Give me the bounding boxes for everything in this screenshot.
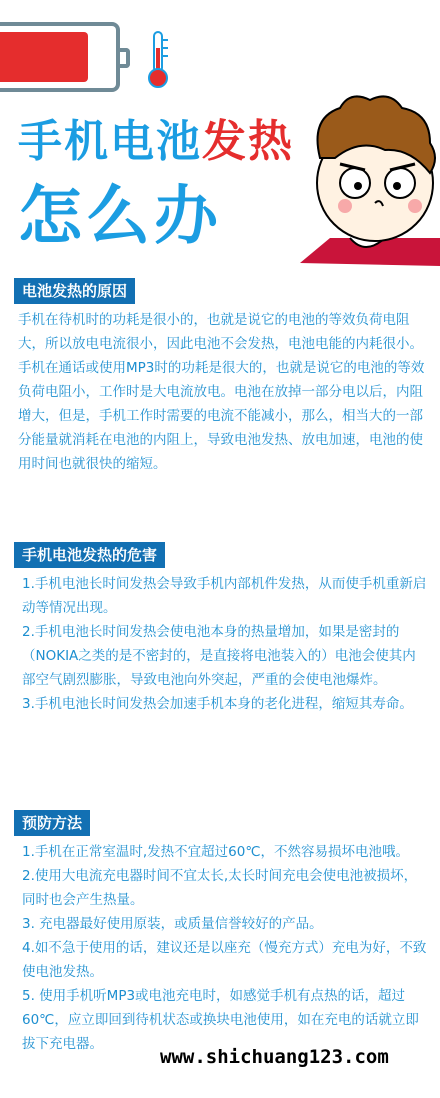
page-subtitle: 怎么办 bbox=[18, 180, 222, 254]
list-item: 5. 使用手机听MP3或电池充电时，如感觉手机有点热的话，超过60℃，应立即回到待机状态或换块电池使用，如在充电的话就立即拔下充电器。 bbox=[22, 988, 419, 1052]
list-item: 2.使用大电流充电器时间不宜太长,太长时间充电会使电池被损坏，同时也会产生热量。 bbox=[22, 868, 418, 908]
list-item: 2.手机电池长时间发热会使电池本身的热量增加，如果是密封的（NOKIA之类的是不密封的，是直接将电池装入的）电池会使其内部空气剧烈膨胀，导致电池向外突起，严重的会使电池爆炸。 bbox=[22, 624, 416, 688]
list-item: 1.手机在正常室温时,发热不宜超过60℃，不然容易损坏电池哦。 bbox=[22, 844, 410, 860]
cartoon-face-illustration bbox=[290, 88, 440, 268]
section-heading: 手机电池发热的危害 bbox=[14, 542, 165, 568]
section-heading: 电池发热的原因 bbox=[14, 278, 135, 304]
title-part-hot: 发热 bbox=[202, 116, 294, 167]
section-heading: 预防方法 bbox=[14, 810, 90, 836]
page-title bbox=[18, 105, 294, 169]
section-causes bbox=[14, 278, 428, 476]
thermometer-icon bbox=[145, 30, 171, 90]
section-harms bbox=[14, 542, 428, 716]
hero-banner bbox=[0, 0, 440, 270]
watermark-url: www.shichuang123.com bbox=[160, 1046, 389, 1068]
list-item: 1.手机电池长时间发热会导致手机内部机件发热，从而使手机重新启动等情况出现。 bbox=[22, 576, 427, 616]
section-prevention bbox=[14, 810, 428, 1056]
list-item: 3. 充电器最好使用原装，或质量信誉较好的产品。 bbox=[22, 916, 323, 932]
title-part-1: 手机电池 bbox=[18, 116, 202, 167]
section-paragraph: 手机在待机时的功耗是很小的，也就是说它的电池的等效负荷电阻大，所以放电电流很小，因此电池不会发热，电池电能的内耗很小。手机在通话或使用MP3时的功耗是很大的，也就是说它的电池的等效负荷电阻小，工作时是大电流放电。电池在放掉一部分电以后，内阻增大，但是，手机工作时需要的电流不能减小，那么，相当大的一部分能量就消耗在电池的内阻上，导致电池发热、放电加速，电池的使用时间也就很快的缩短。 bbox=[18, 312, 425, 472]
battery-icon bbox=[0, 22, 120, 92]
list-item: 4.如不急于使用的话，建议还是以座充（慢充方式）充电为好，不致使电池发热。 bbox=[22, 940, 427, 980]
list-item: 3.手机电池长时间发热会加速手机本身的老化进程，缩短其寿命。 bbox=[22, 696, 413, 712]
